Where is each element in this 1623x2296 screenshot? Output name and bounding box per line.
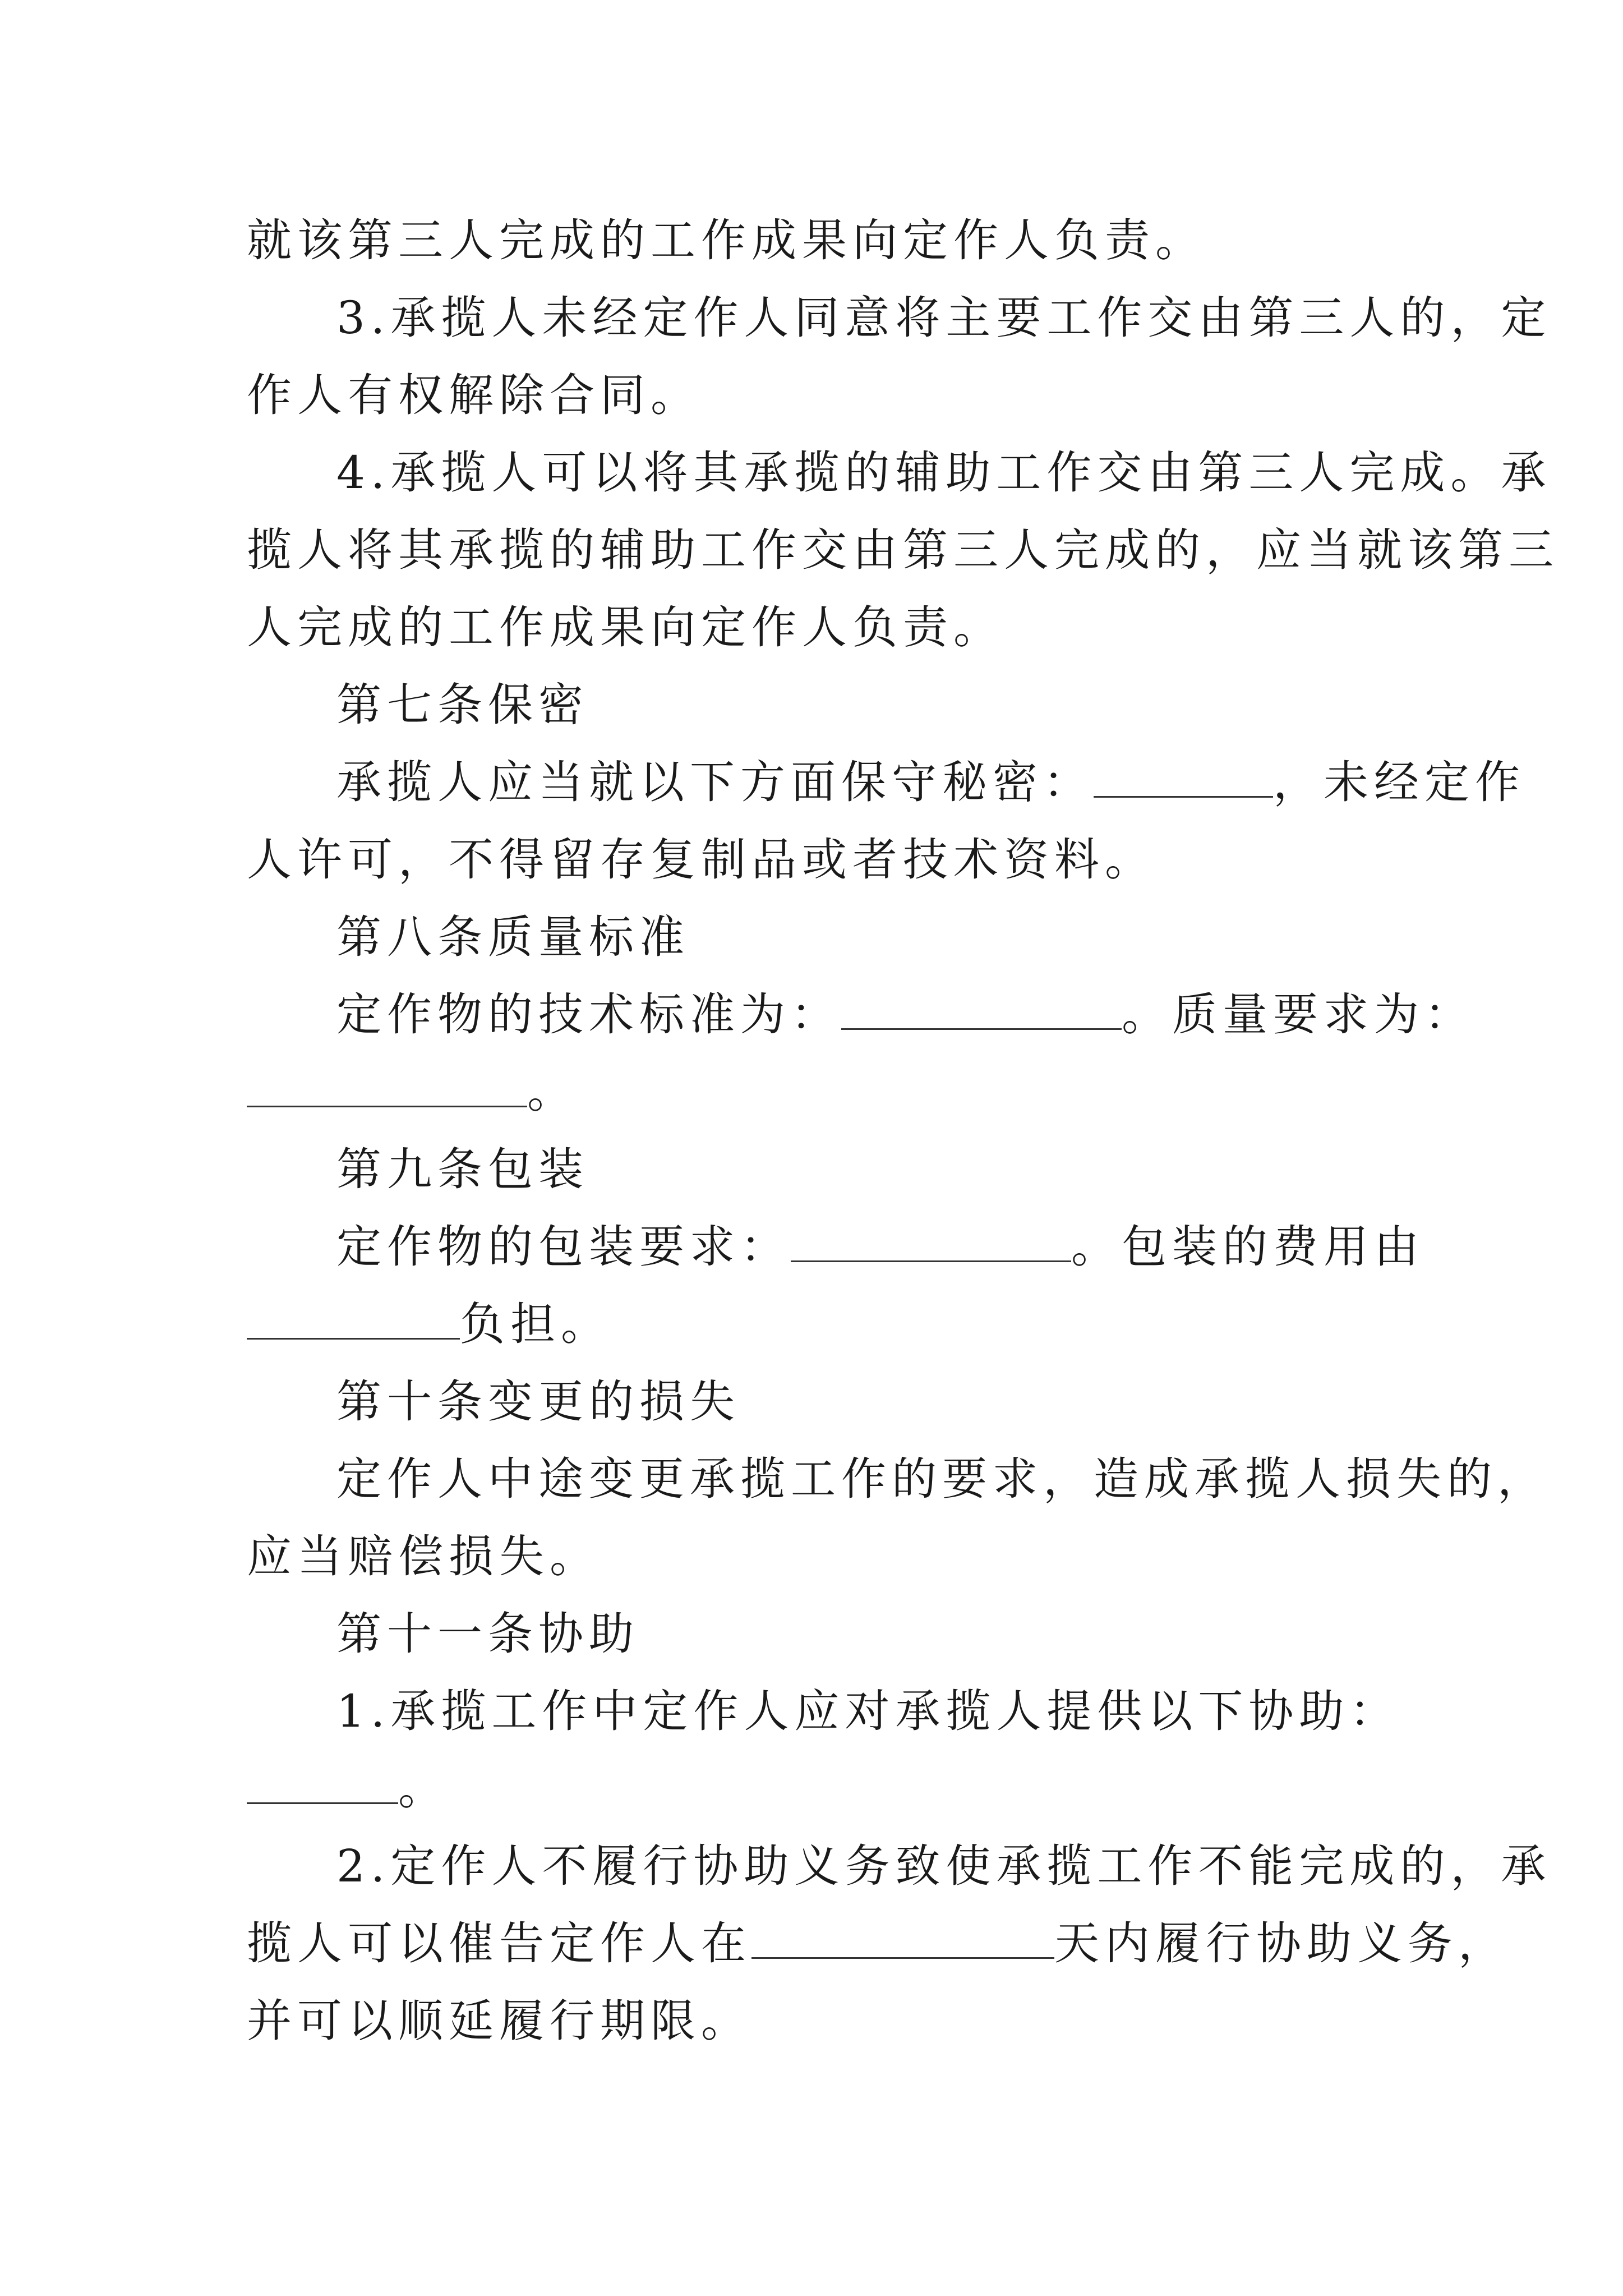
line-text: 承揽人应当就以下方面保守秘密：: [336, 756, 1094, 808]
line-text: 并可以顺延履行期限。: [247, 1995, 751, 2047]
paragraph-line: [247, 357, 1402, 434]
line-text: 作人有权解除合同。: [247, 369, 701, 421]
fill-in-blank: [841, 989, 1122, 1030]
line-text: 1.承揽工作中定作人应对承揽人提供以下协助：: [336, 1685, 1400, 1737]
paragraph-line: [247, 1982, 1402, 2060]
section-heading: [247, 666, 1402, 744]
heading-text: 第十条变更的损失: [336, 1375, 740, 1428]
line-text: 。: [527, 1066, 578, 1118]
section-heading: [247, 1131, 1402, 1208]
section-heading: [247, 899, 1402, 976]
paragraph-line: [247, 1441, 1548, 1518]
line-text: 定作人中途变更承揽工作的要求，造成承揽人损失的，: [336, 1453, 1548, 1505]
line-text: 4.承揽人可以将其承揽的辅助工作交由第三人完成。承: [336, 447, 1552, 499]
paragraph-line: [247, 1286, 1402, 1363]
fill-in-blank: [1094, 757, 1273, 798]
line-text: 应当赔偿损失。: [247, 1530, 600, 1582]
document-body: [247, 202, 1559, 2060]
paragraph-line: [247, 744, 1525, 821]
heading-text: 第九条包装: [336, 1143, 589, 1195]
section-heading: [247, 1363, 1402, 1441]
line-text: 揽人将其承揽的辅助工作交由第三人完成的，应当就该第三: [247, 524, 1559, 576]
line-text: 负担。: [460, 1298, 611, 1350]
line-text: 揽人可以催告定作人在: [247, 1917, 751, 1970]
paragraph-line: [247, 202, 1402, 279]
paragraph-line: [247, 821, 1402, 899]
paragraph-line: [247, 976, 1475, 1053]
paragraph-line: [247, 434, 1552, 512]
line-text: 天内履行协助义务，: [1054, 1917, 1509, 1970]
line-text: 2.定作人不履行协助义务致使承揽工作不能完成的，承: [336, 1840, 1552, 1892]
paragraph-line: [247, 1518, 1402, 1595]
line-text: 。质量要求为：: [1122, 988, 1475, 1041]
paragraph-line: [247, 1905, 1509, 1982]
heading-text: 第七条保密: [336, 679, 589, 731]
line-text: 人许可，不得留存复制品或者技术资料。: [247, 834, 1155, 886]
paragraph-line: [247, 512, 1559, 589]
line-text: 就该第三人完成的工作成果向定作人负责。: [247, 214, 1206, 266]
line-text: ，未经定作: [1273, 756, 1525, 808]
paragraph-line: [247, 1750, 1402, 1828]
heading-text: 第十一条协助: [336, 1608, 639, 1660]
line-text: 。: [398, 1763, 449, 1815]
fill-in-blank: [247, 1763, 398, 1804]
line-text: 。包装的费用由: [1071, 1221, 1424, 1273]
line-text: 定作物的技术标准为：: [336, 988, 841, 1041]
line-text: 3.承揽人未经定作人同意将主要工作交由第三人的，定: [336, 292, 1552, 344]
line-text: 人完成的工作成果向定作人负责。: [247, 601, 1004, 654]
paragraph-line: [247, 279, 1552, 357]
section-heading: [247, 1595, 1402, 1673]
fill-in-blank: [247, 1066, 527, 1107]
paragraph-line: [247, 1673, 1402, 1750]
paragraph-line: [247, 1828, 1552, 1905]
fill-in-blank: [247, 1299, 460, 1340]
paragraph-line: [247, 1208, 1424, 1286]
line-text: 定作物的包装要求：: [336, 1221, 791, 1273]
paragraph-line: [247, 1053, 1402, 1131]
paragraph-line: [247, 589, 1402, 666]
fill-in-blank: [791, 1221, 1071, 1262]
fill-in-blank: [751, 1918, 1054, 1959]
heading-text: 第八条质量标准: [336, 911, 690, 963]
